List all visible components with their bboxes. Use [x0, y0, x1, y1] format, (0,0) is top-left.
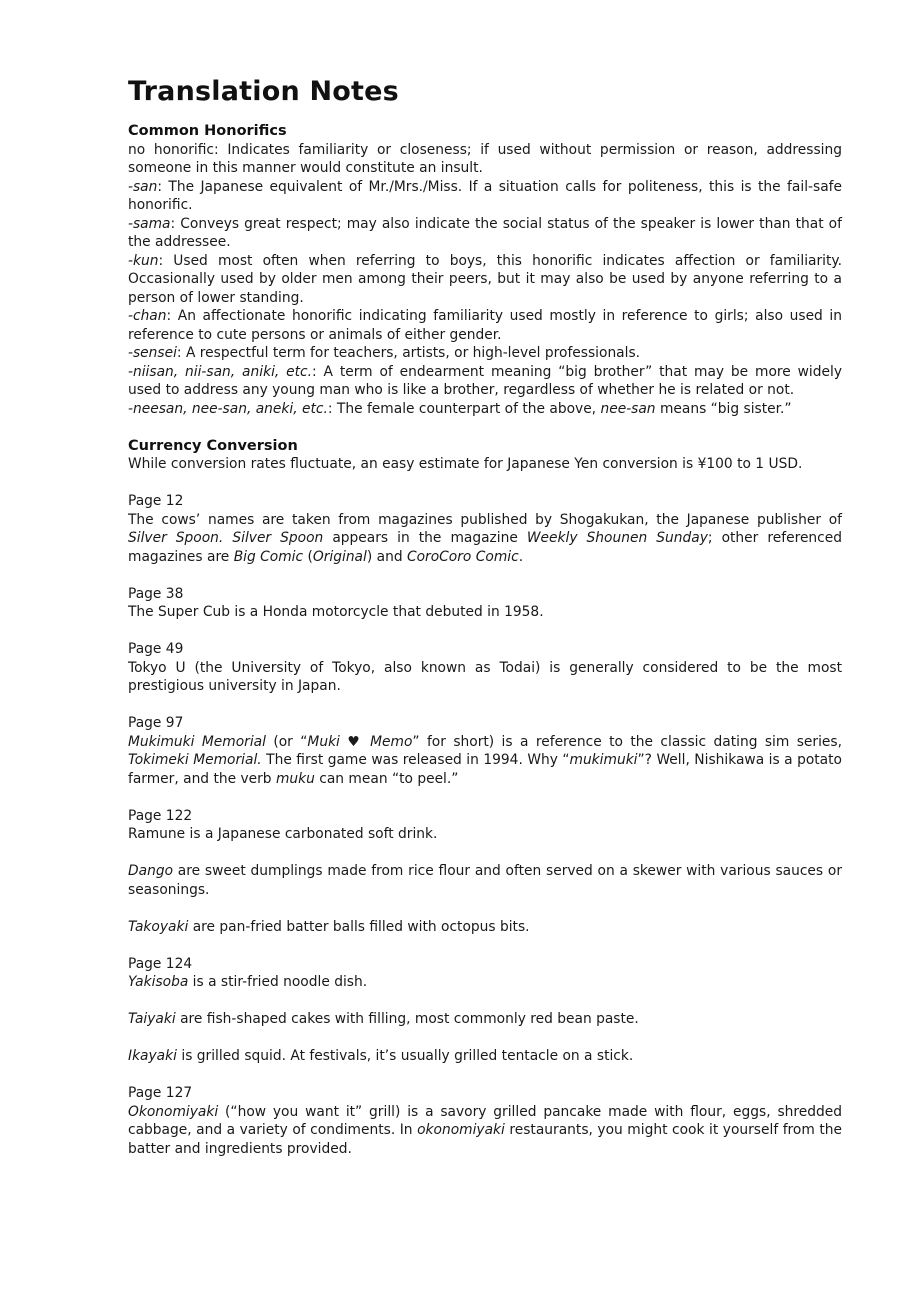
honorific-term: -kun — [128, 252, 159, 269]
currency-heading: Currency Conversion — [128, 437, 298, 454]
honorific-text: : An affectionate honorific indicating familiarity used mostly in reference to girls; also used in reference to cute persons or animals of either gender. — [128, 308, 842, 343]
honorific-text: : A respectful term for teachers, artists, or high-level professionals. — [176, 345, 641, 361]
note-text: ; other referenced magazines are — [128, 530, 843, 565]
note-italic: okonomiyaki — [417, 1122, 505, 1138]
note-text: The first game was released in 1994. Why “ — [261, 752, 570, 768]
note-italic: Silver Spoon. Silver Spoon — [128, 530, 324, 546]
honorific-term: no honorific — [128, 141, 215, 158]
honorific-neesan — [128, 400, 842, 419]
note-takoyaki — [128, 918, 842, 937]
honorific-text: : The female counterpart of the above, — [327, 400, 601, 417]
note-text: appears in the magazine — [323, 530, 527, 546]
note-italic: Tokimeki Memorial. — [128, 752, 262, 768]
note-text: The cows’ names are taken from magazines published by Shogakukan, the Japanese publisher of — [128, 511, 842, 528]
note-page-38: The Super Cub is a Honda motorcycle that debuted in 1958. — [128, 604, 544, 620]
honorific-san — [128, 178, 842, 215]
note-text: are sweet dumplings made from rice flour and often served on a skewer with various sauces or seasonings. — [128, 863, 842, 898]
note-okonomiyaki — [128, 1103, 842, 1159]
note-text: is a stir-fried noodle dish. — [188, 974, 368, 990]
note-text: is grilled squid. At festivals, it’s usually grilled tentacle on a stick. — [176, 1048, 634, 1064]
page-title: Translation Notes — [128, 76, 399, 107]
note-text: (“how you want it” grill) is a savory grilled pancake made with flour, eggs, shredded cabbage, and a variety of condiments. In — [128, 1103, 842, 1138]
page-ref-49: Page 49 — [128, 641, 184, 657]
page-ref-124: Page 124 — [128, 955, 193, 972]
note-text: (or “ — [265, 733, 308, 750]
honorific-term: -san — [128, 178, 158, 195]
note-text: . — [518, 548, 524, 565]
honorific-text: : The Japanese equivalent of Mr./Mrs./Miss. If a situation calls for politeness, this is the fail-safe honorific. — [128, 178, 842, 213]
note-text: ”? Well, Nishikawa is a potato farmer, and the verb — [128, 752, 842, 787]
note-ramune: Ramune is a Japanese carbonated soft drink. — [128, 826, 438, 842]
note-text: are pan-fried batter balls filled with octopus bits. — [188, 918, 530, 935]
honorific-term: -niisan, nii-san, aniki, etc. — [128, 363, 313, 380]
note-text: ( — [303, 548, 313, 565]
note-ikayaki — [128, 1047, 842, 1066]
note-page-12 — [128, 511, 842, 567]
page-ref-12: Page 12 — [128, 493, 184, 509]
note-italic: CoroCoro Comic — [406, 548, 519, 565]
honorific-text: : A term of endearment meaning “big brother” that may be more widely used to address any young man who is like a brother, regardless of whether he is related or not. — [128, 363, 842, 398]
honorific-text-tail: means “big sister.” — [655, 400, 792, 417]
note-italic: muku — [275, 770, 315, 787]
note-yakisoba — [128, 973, 842, 992]
heart-icon: ♥ — [347, 733, 363, 750]
note-text: ) and — [366, 548, 407, 565]
note-italic: Taiyaki — [128, 1011, 176, 1027]
note-italic: Muki — [307, 733, 340, 750]
note-text: ” for short) is a reference to the classic dating sim series, — [412, 733, 842, 750]
honorific-term: -neesan, nee-san, aneki, etc. — [128, 400, 328, 417]
note-text: can mean “to peel.” — [314, 770, 459, 787]
translation-notes-page — [128, 72, 842, 1158]
honorific-term: -sensei — [128, 345, 177, 361]
honorific-term: -sama — [128, 215, 171, 232]
note-page-97 — [128, 733, 842, 789]
note-taiyaki — [128, 1010, 842, 1029]
honorifics-heading: Common Honorifics — [128, 123, 287, 139]
page-ref-127: Page 127 — [128, 1085, 193, 1101]
honorific-chan — [128, 307, 842, 344]
honorific-term: -chan — [128, 308, 167, 324]
honorific-text: : Used most often when referring to boys, this honorific indicates affection or familiarity. Occasionally used by older men among their peers, but it may also be used by anyone referring to a person of lower standing. — [128, 252, 842, 306]
page-ref-38: Page 38 — [128, 585, 184, 602]
currency-text: While conversion rates fluctuate, an easy estimate for Japanese Yen conversion is ¥100 to 1 USD. — [128, 456, 803, 472]
note-italic: Dango — [128, 863, 174, 879]
honorific-term-inline: nee-san — [600, 400, 656, 417]
honorific-sama — [128, 215, 842, 252]
note-italic: Weekly Shounen Sunday — [526, 530, 708, 546]
honorific-text: : Conveys great respect; may also indicate the social status of the speaker is lower than that of the addressee. — [128, 215, 842, 250]
note-italic: Okonomiyaki — [128, 1103, 219, 1120]
note-italic: Mukimuki Memorial — [128, 733, 266, 750]
page-ref-97: Page 97 — [128, 715, 184, 731]
note-italic: Ikayaki — [128, 1048, 177, 1064]
honorific-none — [128, 141, 842, 178]
note-italic: Original — [312, 548, 367, 565]
honorific-sensei — [128, 344, 842, 363]
page-ref-122: Page 122 — [128, 807, 193, 824]
note-italic: Big Comic — [233, 548, 304, 565]
note-italic: mukimuki — [569, 752, 638, 768]
note-page-49: Tokyo U (the University of Tokyo, also known as Todai) is generally considered to be the most prestigious university in Japan. — [128, 659, 842, 694]
note-text: restaurants, you might cook it yourself from the batter and ingredients provided. — [128, 1122, 842, 1157]
note-italic: Takoyaki — [128, 918, 189, 935]
note-text: are fish-shaped cakes with filling, most commonly red bean paste. — [175, 1011, 639, 1027]
honorific-kun — [128, 252, 842, 308]
note-italic: Memo — [370, 733, 413, 750]
note-dango — [128, 862, 842, 899]
note-italic: Yakisoba — [128, 974, 189, 990]
honorific-niisan — [128, 363, 842, 400]
honorific-text: : Indicates familiarity or closeness; if used without permission or reason, addressing someone in this manner would constitute an insult. — [128, 141, 842, 176]
